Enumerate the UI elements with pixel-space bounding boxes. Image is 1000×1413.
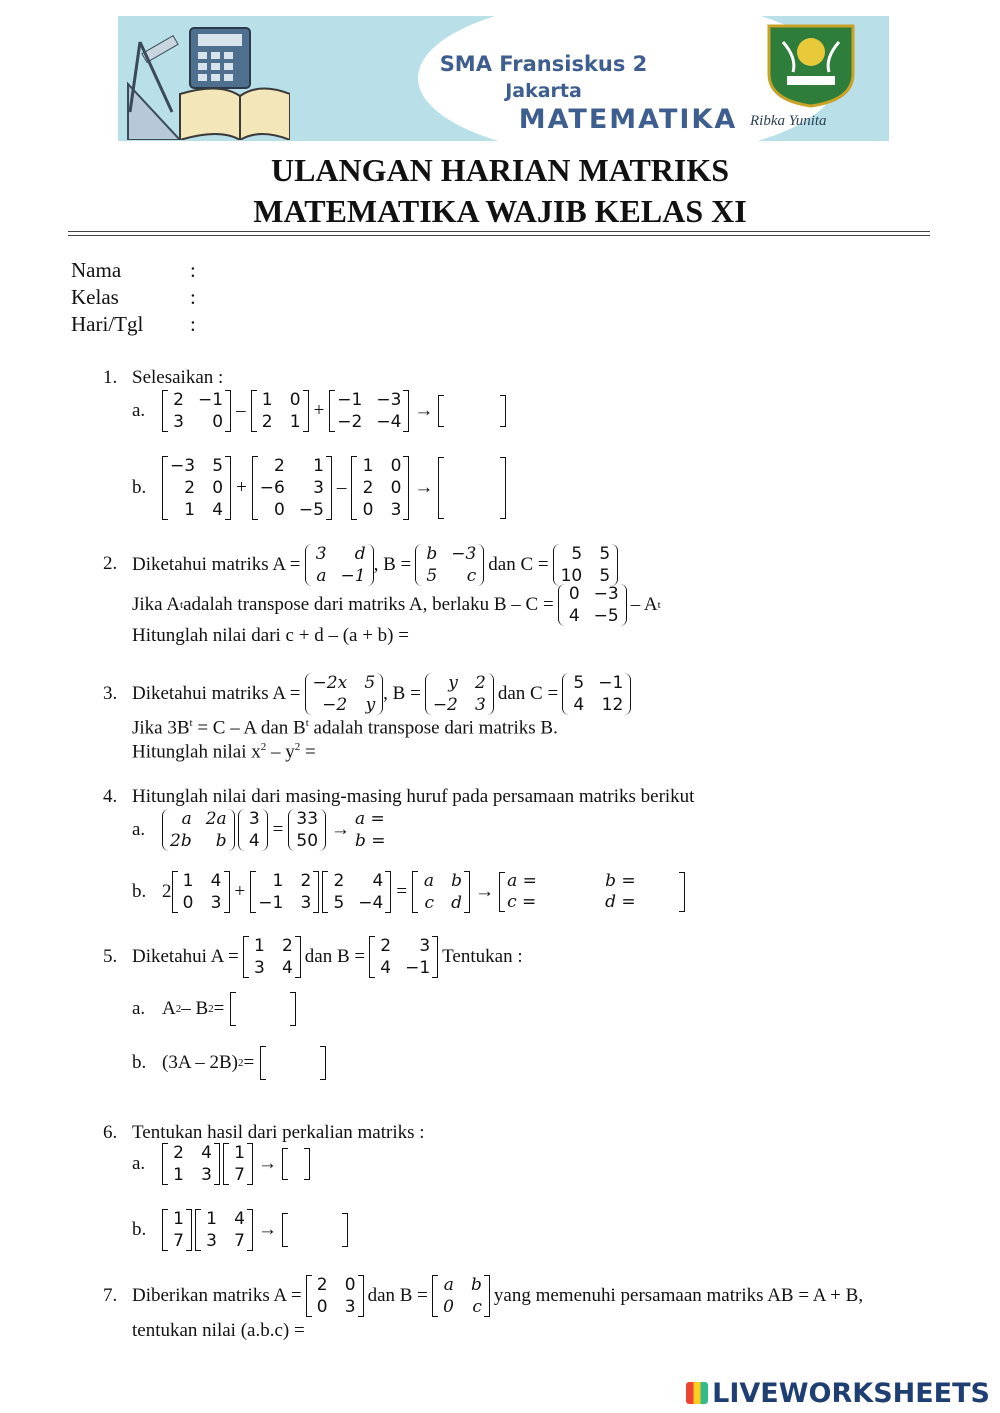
q4b-expression	[132, 870, 685, 914]
q1b-op-2: –	[336, 477, 347, 498]
q6b-answer-box[interactable]	[282, 1213, 348, 1247]
liveworksheets-brand-text: LIVEWORKSHEETS	[712, 1378, 990, 1409]
field-colon-hari-tgl: :	[190, 312, 196, 336]
q2-sup-t: t	[180, 599, 184, 611]
liveworksheets-icon	[686, 1382, 708, 1404]
q3-line-3: Hitunglah nilai $x^2 - y^2$ =	[132, 741, 316, 763]
title-line-2: MATEMATIKA WAJIB KELAS XI	[253, 193, 747, 229]
school-seal-icon	[763, 22, 859, 108]
q4b-answer-c[interactable]: c =	[507, 892, 537, 912]
q3-pre: Diketahui matriks A =	[132, 683, 301, 704]
q4a-vector: 3 4	[238, 808, 268, 852]
q6b-vector: 1 7	[162, 1208, 192, 1252]
field-colon-nama: :	[190, 258, 196, 282]
q4b-matrix-1: 1 4 0 3	[172, 870, 230, 914]
q6a-answer-box[interactable]	[282, 1148, 310, 1180]
q6a-label: a.	[132, 1153, 146, 1174]
q1b-matrix-3: 1 0 2 0 0 3	[351, 455, 409, 521]
q5b-label: b.	[132, 1052, 147, 1073]
q6b-matrix: 1 4 3 7	[195, 1208, 253, 1252]
q1a-matrix-2: 1 0 2 1	[251, 389, 309, 433]
q7-number: 7.	[103, 1285, 118, 1306]
q6a-expression	[132, 1142, 310, 1186]
q1a-expression	[132, 389, 506, 433]
q4b-equals: =	[396, 881, 408, 902]
q4-text: Hitunglah nilai dari masing-masing huruf pada persamaan matriks berikut	[132, 786, 695, 807]
q1b-matrix-1: −3 5 2 0 1 4	[162, 455, 231, 521]
q3-line-2: Jika $3B^t = C - A$ dan $B^t$ adalah transpose dari matriks B.	[132, 717, 558, 739]
q5b-answer-box[interactable]	[260, 1046, 326, 1080]
q6a-arrow: →	[258, 1153, 277, 1174]
q7-line-2: tentukan nilai (a.b.c) =	[132, 1320, 305, 1341]
field-label-hari-tgl: Hari/Tgl	[71, 312, 144, 336]
q5a-label: a.	[132, 998, 146, 1019]
q7-mid: dan B =	[367, 1285, 428, 1306]
q1b-matrix-2: 2 1 −6 3 0 −5	[252, 455, 332, 521]
q4a-answer-b[interactable]: b =	[355, 831, 386, 851]
field-label-nama: Nama	[71, 258, 122, 282]
q2-matrix-b: b −3 5 c	[415, 543, 484, 587]
q4-number: 4.	[103, 786, 118, 807]
q6-text: Tentukan hasil dari perkalian matriks :	[132, 1122, 425, 1143]
q7-post: yang memenuhi persamaan matriks AB = A + B,	[493, 1285, 864, 1306]
q1b-expression	[132, 455, 506, 521]
q1b-op-1: +	[236, 477, 247, 498]
q1a-label: a.	[132, 400, 146, 421]
liveworksheets-logo[interactable]	[686, 1378, 990, 1409]
q4b-label: b.	[132, 881, 147, 902]
title-rule-bottom	[68, 235, 930, 236]
q4b-result: a b c d	[412, 870, 470, 914]
q2-matrix-a: 3 d a −1	[305, 543, 374, 587]
q3-sep-c: dan C =	[497, 683, 559, 704]
q2-line-2	[132, 583, 661, 627]
title-rule-top	[68, 231, 930, 232]
q4a-matrix: a 2a 2b b	[162, 808, 235, 852]
q6b-label: b.	[132, 1219, 147, 1240]
q2-matrix-m: 0 −3 4 −5	[558, 583, 627, 627]
q4b-answer-b[interactable]: b =	[605, 871, 636, 891]
q6b-arrow: →	[258, 1219, 277, 1240]
q5-number: 5.	[103, 946, 118, 967]
q5-mid: dan B =	[304, 946, 366, 967]
title-line-1: ULANGAN HARIAN MATRIKS	[270, 152, 730, 188]
q2-sup-t-2: t	[657, 599, 661, 611]
banner-city: Jakarta	[505, 80, 582, 102]
header-banner	[118, 16, 889, 141]
q2-line-1	[132, 543, 618, 587]
q1a-op-2: +	[313, 400, 325, 421]
q4b-answer-d[interactable]: d =	[605, 892, 636, 912]
q6b-expression	[132, 1208, 348, 1252]
q3-line-1	[132, 672, 631, 716]
q4a-result: 33 50	[288, 808, 326, 852]
q4b-answer-a[interactable]: a =	[507, 871, 537, 891]
q2-sep-c: dan C =	[488, 554, 549, 575]
q5-matrix-a: 1 2 3 4	[243, 935, 301, 979]
q7-pre: Diberikan matriks A =	[132, 1285, 302, 1306]
q1-number: 1.	[103, 367, 118, 388]
q2-matrix-c: 5 5 10 5	[553, 543, 619, 587]
q5-pre: Diketahui A =	[132, 946, 239, 967]
q2-line-3: Hitunglah nilai dari c + d – (a + b) =	[132, 625, 409, 646]
q2-number: 2.	[103, 553, 118, 574]
q1a-answer-box[interactable]	[438, 395, 506, 427]
field-colon-kelas: :	[190, 285, 196, 309]
q7-matrix-a: 2 0 0 3	[306, 1274, 364, 1318]
q4a-equals: =	[272, 819, 284, 840]
q5a-expression: a. A 2 – B 2 =	[132, 992, 296, 1026]
q4b-matrix-3: 2 4 5 −4	[322, 870, 391, 914]
q1-text: Selesaikan :	[132, 367, 224, 388]
q3-sep-b: , B =	[383, 683, 421, 704]
q5a-answer-box[interactable]	[230, 992, 296, 1026]
q7-matrix-b: a b 0 c	[432, 1274, 490, 1318]
q3-number: 3.	[103, 683, 118, 704]
q6a-vector: 1 7	[223, 1142, 253, 1186]
q2-line2-pre: Jika A	[132, 594, 181, 615]
q4b-plus: +	[234, 881, 246, 902]
q3-matrix-c: 5 −1 4 12	[562, 672, 631, 716]
q6-number: 6.	[103, 1122, 118, 1143]
q5b-expression: b. (3A – 2B) 2 =	[132, 1046, 326, 1080]
q1a-matrix-3: −1 −3 −2 −4	[329, 389, 409, 433]
q1a-matrix-1: 2 −1 3 0	[162, 389, 231, 433]
q5-line-1	[132, 935, 523, 979]
q5-post: Tentukan :	[442, 946, 523, 967]
q4b-matrix-2: 1 2 −1 3	[250, 870, 319, 914]
q4a-answers	[355, 808, 386, 852]
q4a-expression	[132, 808, 386, 852]
q3-matrix-a: −2x 5 −2 y	[305, 672, 384, 716]
q4a-arrow: →	[331, 819, 351, 840]
field-label-kelas: Kelas	[71, 285, 119, 309]
banner-subject: MATEMATIKA	[518, 104, 738, 135]
q4b-coefficient: 2	[162, 881, 172, 902]
q6a-matrix: 2 4 1 3	[162, 1142, 220, 1186]
q2-line2-mid: adalah transpose dari matriks A, berlaku B – C =	[183, 594, 554, 615]
q1b-answer-box[interactable]	[438, 457, 506, 519]
q4b-answer-box[interactable]	[499, 872, 685, 912]
q1a-op-1: –	[236, 400, 246, 421]
q1b-label: b.	[132, 477, 147, 498]
q2-line2-post: – A	[630, 594, 658, 615]
q4a-label: a.	[132, 819, 146, 840]
banner-author: Ribka Yunita	[750, 113, 827, 129]
q3-matrix-b: y 2 −2 3	[425, 672, 494, 716]
q1a-arrow: →	[414, 400, 434, 421]
q2-pre: Diketahui matriks A =	[132, 554, 301, 575]
q7-line-1	[132, 1274, 863, 1318]
q1b-arrow: →	[414, 477, 434, 498]
q5-matrix-b: 2 3 4 −1	[369, 935, 438, 979]
banner-school: SMA Fransiskus 2	[439, 52, 648, 76]
q4a-answer-a[interactable]: a =	[355, 809, 385, 829]
q2-sep-b: , B =	[373, 554, 412, 575]
q4b-arrow: →	[475, 881, 495, 902]
